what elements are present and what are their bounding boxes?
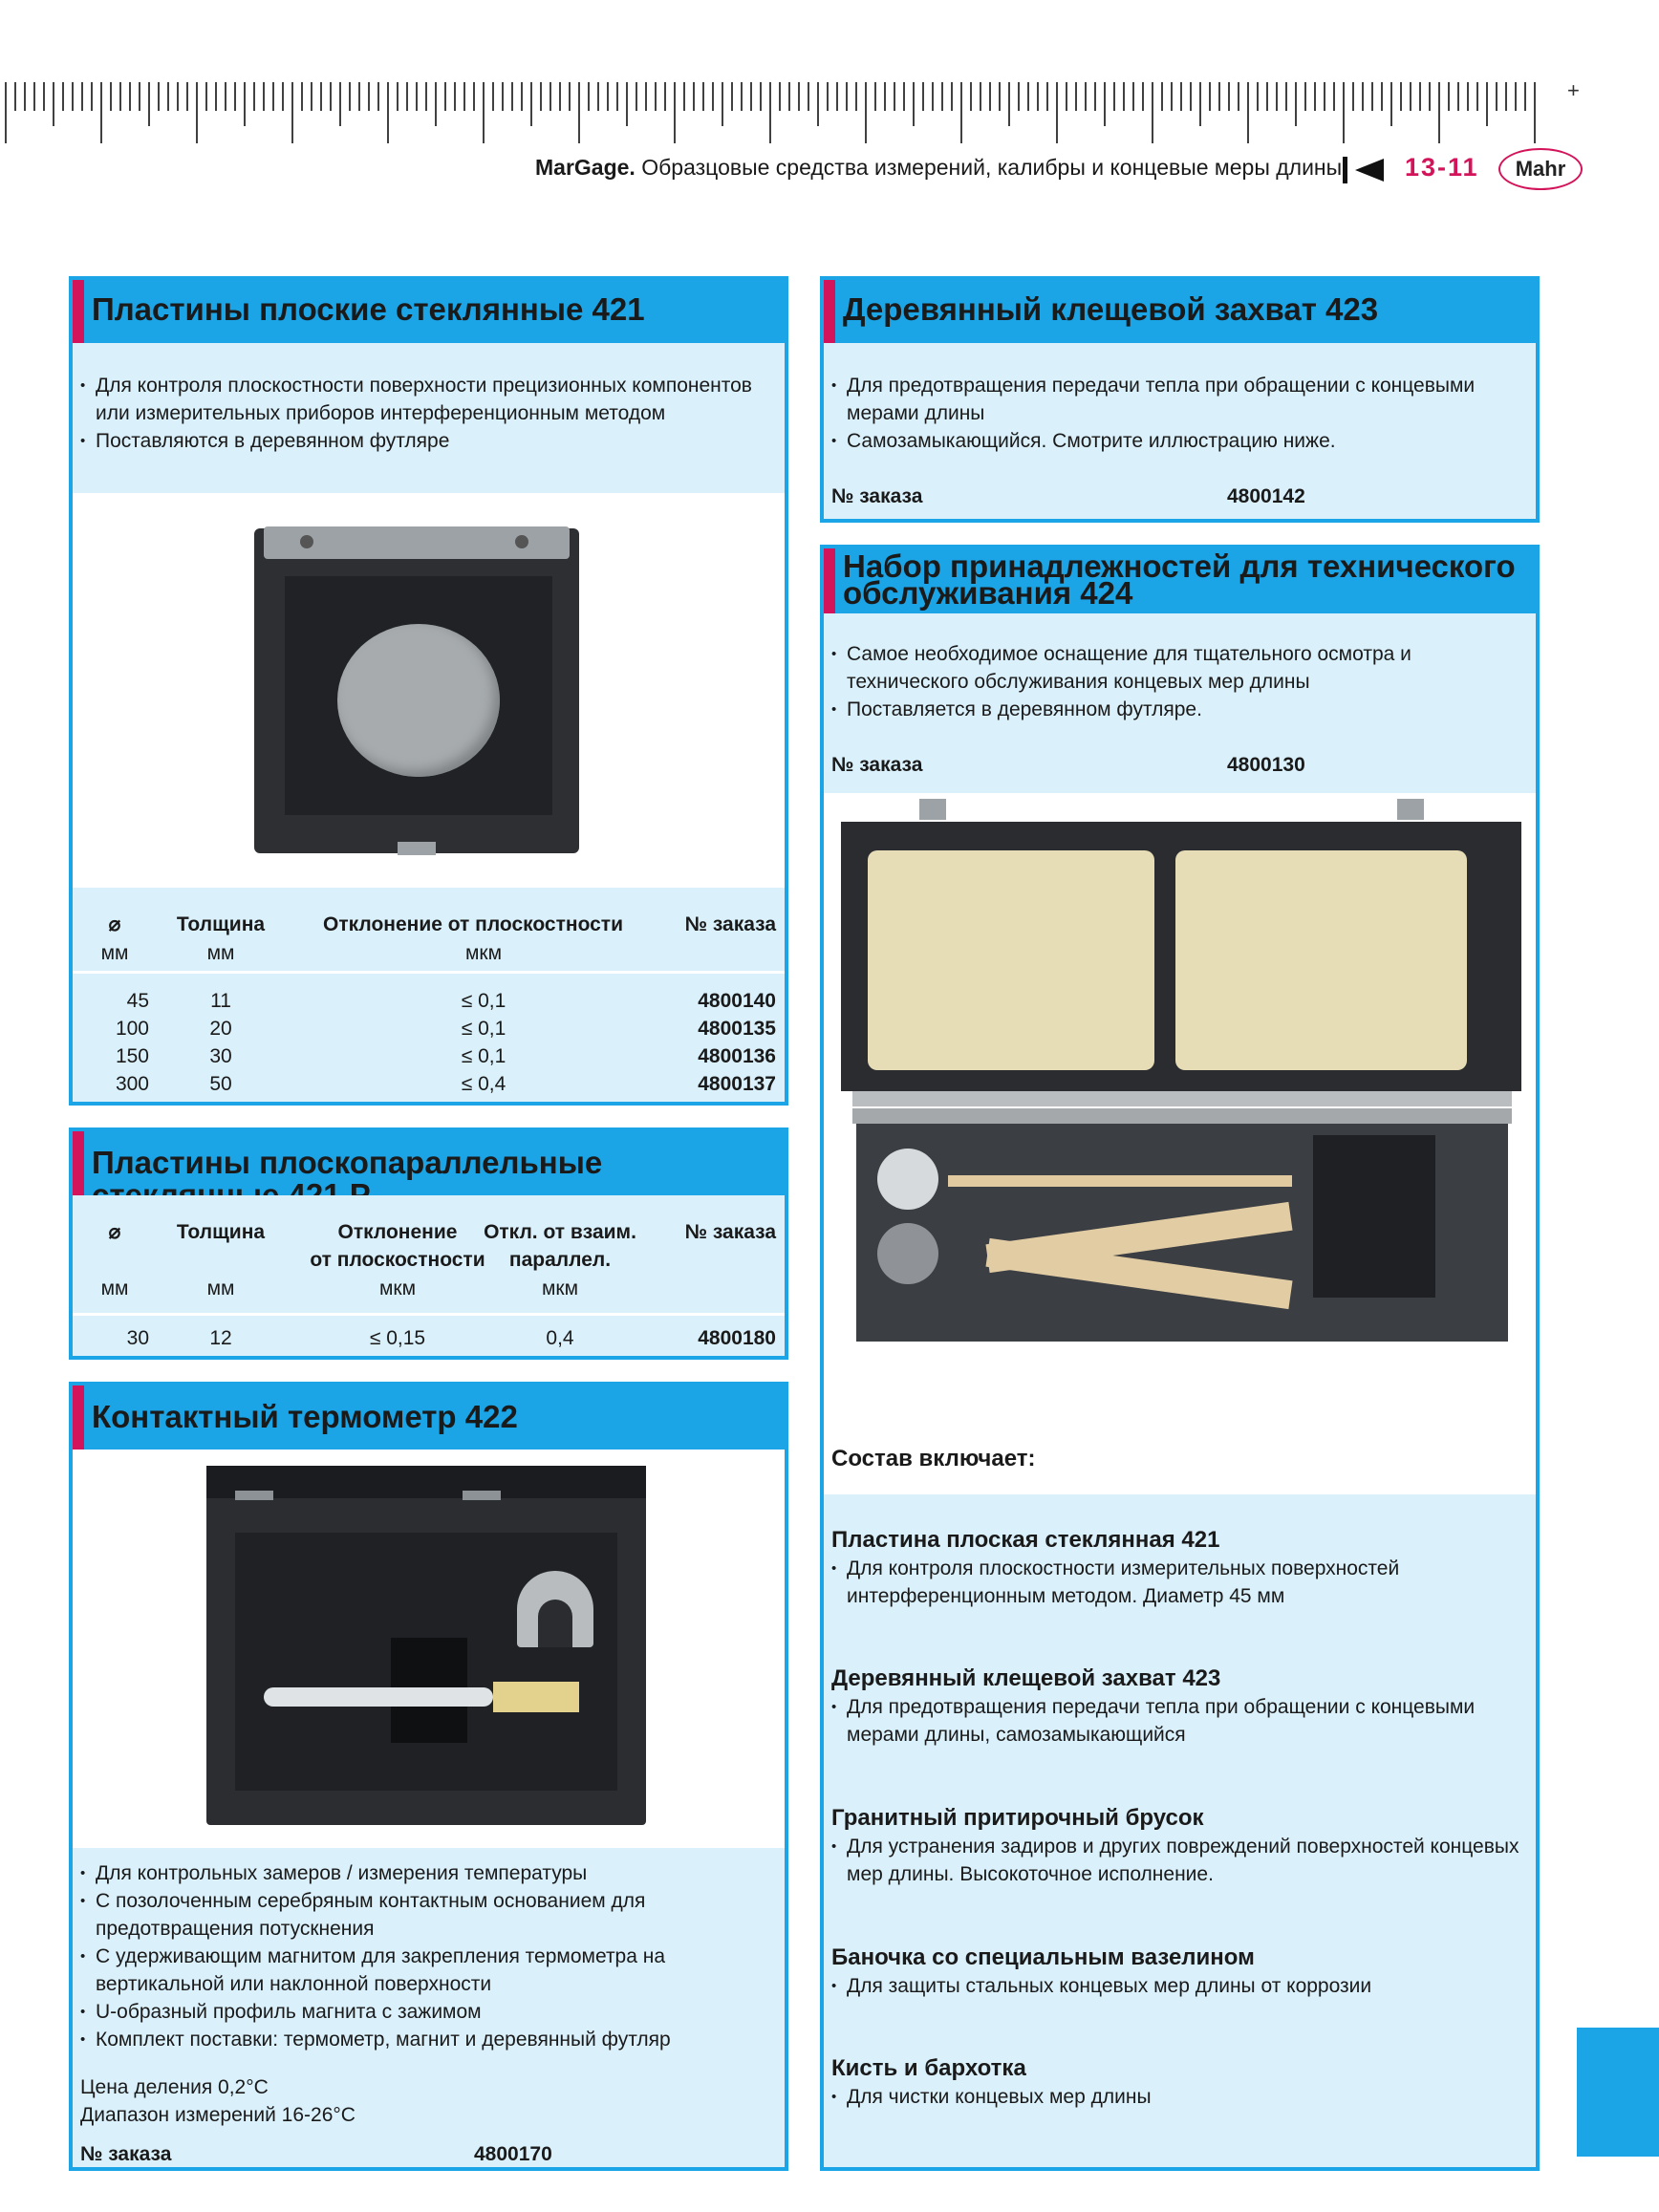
mahr-logo: Mahr [1498, 148, 1583, 190]
list-item: • Для предотвращения передачи тепла при обращении с концевыми мерами длины, самозамыкающийся [831, 1693, 1519, 1749]
unit-label: мм [100, 1278, 129, 1299]
item-title: Гранитный притирочный брусок [831, 1805, 1204, 1831]
col-header-diameter: ⌀ [108, 1221, 121, 1243]
maintenance-kit-photo [824, 793, 1536, 1340]
col-header-flatness: Отклонение от плоскостности [323, 913, 624, 935]
list-item: • С удерживающим магнитом для закрепления термометра на вертикальной или наклонной поверхности [80, 1943, 787, 1998]
bullet-list [831, 640, 1529, 723]
list-item: • Для чистки концевых мер длины [831, 2083, 1519, 2111]
table-cell: ≤ 0,15 [369, 1327, 426, 1349]
order-number: 4800130 [1227, 754, 1305, 776]
table-cell: 0,4 [546, 1327, 574, 1349]
item-desc [831, 2083, 1519, 2111]
table-cell: 4800135 [698, 1018, 776, 1040]
table-cell: 4800137 [698, 1073, 776, 1095]
panel-421 [69, 276, 788, 1106]
page-header [535, 155, 1343, 181]
table-cell: 4800136 [698, 1045, 776, 1067]
order-label: № заказа [831, 754, 923, 776]
table-cell: 30 [209, 1045, 232, 1067]
order-number: 4800142 [1227, 485, 1305, 507]
list-item: • U-образный профиль магнита с зажимом [80, 1998, 787, 2026]
table-cell: ≤ 0,4 [461, 1073, 506, 1095]
table-cell: 4800180 [698, 1327, 776, 1349]
item-desc [831, 1833, 1519, 1888]
order-label: № заказа [831, 485, 923, 507]
header-bar [1343, 157, 1347, 183]
table-cell: 50 [209, 1073, 232, 1095]
table-cell: ≤ 0,1 [461, 1018, 506, 1040]
table-row [73, 1042, 785, 1071]
col-header-diameter: ⌀ [108, 913, 121, 935]
list-item: • Для предотвращения передачи тепла при обращении с концевыми мерами длины [831, 372, 1529, 427]
divider [73, 1313, 785, 1316]
table-cell: 4800140 [698, 990, 776, 1012]
list-item: • Для контрольных замеров / измерения температуры [80, 1859, 787, 1887]
panel-title: Контактный термометр 422 [92, 1399, 518, 1434]
bullet-list [80, 372, 778, 455]
table-cell: ≤ 0,1 [461, 990, 506, 1012]
table-cell: 20 [209, 1018, 232, 1040]
table-cell: 12 [209, 1327, 232, 1349]
spec-range: Диапазон измерений 16-26°C [80, 2104, 356, 2126]
chapter-tab [1577, 2028, 1659, 2157]
table-cell: 11 [210, 990, 231, 1012]
list-item: • Самозамыкающийся. Смотрите иллюстрацию ниже. [831, 427, 1529, 455]
panel-title-line-2: обслуживания 424 [843, 575, 1133, 611]
item-title: Пластина плоская стеклянная 421 [831, 1527, 1220, 1553]
prev-arrow-icon [1355, 159, 1384, 182]
ruler-scale [0, 76, 1577, 143]
list-item: • Для контроля плоскостности поверхности прецизионных компонентов или измерительных приборов интерференционным методом [80, 372, 778, 427]
table-cell: 150 [115, 1045, 149, 1067]
panel-424 [820, 545, 1540, 2171]
col-header-flatness: Отклонение [337, 1221, 458, 1243]
bullet-list [80, 1859, 787, 2053]
table-row [73, 1070, 785, 1099]
col-header-parallel: Откл. от взаим. [484, 1221, 636, 1243]
header-brand: MarGage. [535, 155, 636, 180]
unit-label: мкм [378, 1278, 417, 1299]
list-item: • Поставляются в деревянном футляре [80, 427, 778, 455]
panel-title: Деревянный клещевой захват 423 [843, 291, 1379, 327]
item-title: Кисть и бархотка [831, 2055, 1026, 2081]
table-cell: 45 [126, 990, 149, 1012]
list-item: • Комплект поставки: термометр, магнит и деревянный футляр [80, 2026, 787, 2053]
glass-plate-photo [254, 519, 579, 863]
unit-label: мм [206, 1278, 235, 1299]
table-row [73, 1015, 785, 1043]
table-cell: 30 [126, 1327, 149, 1349]
item-desc [831, 1972, 1519, 2000]
order-label: № заказа [80, 2143, 172, 2165]
table-row [73, 987, 785, 1016]
panel-title-line-1: Набор принадлежностей для технического [843, 548, 1516, 584]
list-item: • Для защиты стальных концевых мер длины от коррозии [831, 1972, 1519, 2000]
col-header-order: № заказа [684, 913, 776, 935]
table-cell: 300 [115, 1073, 149, 1095]
col-header-parallel-2: параллел. [508, 1249, 612, 1271]
table-row [73, 1324, 785, 1353]
panel-title: Пластины плоские стеклянные 421 [92, 291, 645, 327]
list-item: • Самое необходимое оснащение для тщательного осмотра и технического обслуживания концевых мер длины [831, 640, 1529, 696]
unit-label: мм [100, 942, 129, 964]
col-header-thickness: Толщина [176, 913, 266, 935]
table-cell: 100 [115, 1018, 149, 1040]
unit-label: мм [206, 942, 235, 964]
bullet-list [831, 372, 1529, 455]
crop-mark: + [1567, 78, 1580, 102]
item-title: Баночка со специальным вазелином [831, 1944, 1255, 1970]
list-item: • С позолоченным серебряным контактным основанием для предотвращения потускнения [80, 1887, 787, 1943]
item-title: Деревянный клещевой захват 423 [831, 1665, 1221, 1691]
spec-scale: Цена деления 0,2°C [80, 2076, 269, 2098]
list-item: • Для контроля плоскостности измерительных поверхностей интерференционным методом. Диаметр 45 мм [831, 1555, 1519, 1610]
unit-label: мкм [541, 1278, 579, 1299]
panel-title: Пластины плоскопараллельные [92, 1145, 603, 1180]
col-header-thickness: Толщина [176, 1221, 266, 1243]
page-number: 13-11 [1405, 153, 1479, 182]
col-header-flatness-2: от плоскостности [310, 1249, 485, 1271]
panel-421p [69, 1127, 788, 1360]
item-desc [831, 1555, 1519, 1610]
thermometer-photo [206, 1466, 646, 1825]
unit-label: мкм [464, 942, 503, 964]
panel-423 [820, 276, 1540, 523]
contents-title: Состав включает: [831, 1446, 1036, 1471]
item-desc [831, 1693, 1519, 1749]
col-header-order: № заказа [684, 1221, 776, 1243]
list-item: • Поставляется в деревянном футляре. [831, 696, 1529, 723]
panel-422 [69, 1382, 788, 2171]
order-number: 4800170 [474, 2143, 552, 2165]
table-cell: ≤ 0,1 [461, 1045, 506, 1067]
header-subtitle: Образцовые средства измерений, калибры и концевые меры длины [641, 155, 1343, 180]
divider [73, 971, 785, 974]
list-item: • Для устранения задиров и других повреждений поверхностей концевых мер длины. Высокоточное исполнение. [831, 1833, 1519, 1888]
